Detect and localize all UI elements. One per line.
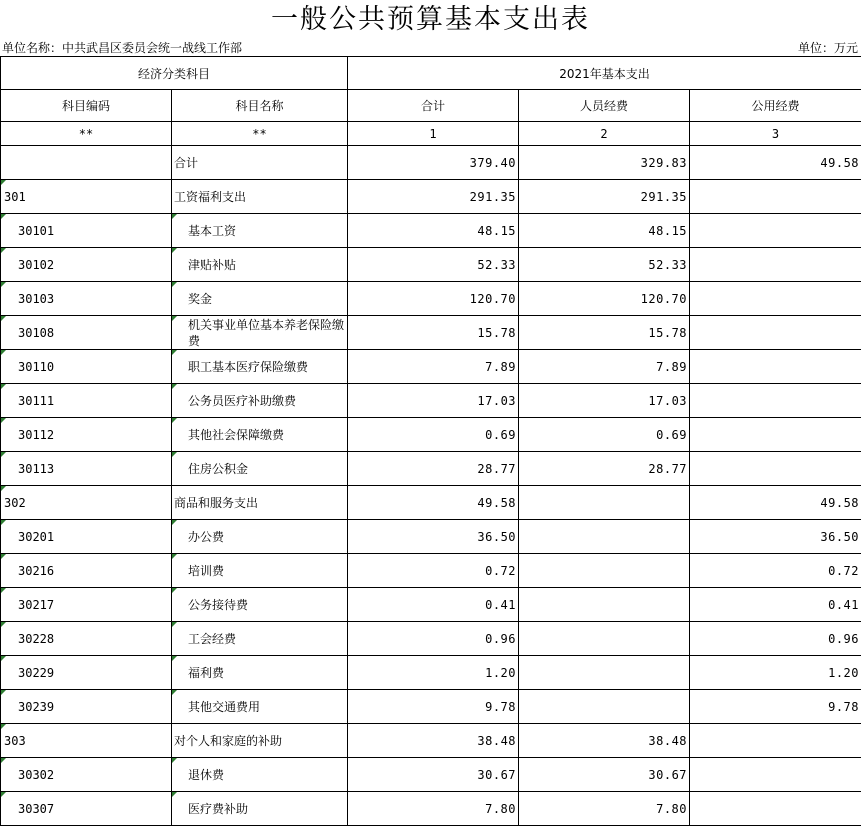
- total-cell: 7.89: [348, 350, 519, 384]
- name-cell: 医疗费补助: [172, 792, 348, 826]
- personnel-cell: [519, 622, 690, 656]
- personnel-cell: 38.48: [519, 724, 690, 758]
- code-cell: 30302: [1, 758, 172, 792]
- code-cell: 30101: [1, 214, 172, 248]
- public-cell: [690, 214, 861, 248]
- public-cell: 9.78: [690, 690, 861, 724]
- total-cell: 30.67: [348, 758, 519, 792]
- total-cell: 0.72: [348, 554, 519, 588]
- personnel-cell: 48.15: [519, 214, 690, 248]
- header-economic-category: 经济分类科目: [1, 57, 348, 90]
- table-row: [1, 486, 861, 520]
- page-title: 一般公共预算基本支出表: [0, 2, 861, 38]
- table-row: [1, 690, 861, 724]
- total-cell: 120.70: [348, 282, 519, 316]
- personnel-cell: 30.67: [519, 758, 690, 792]
- personnel-cell: 7.89: [519, 350, 690, 384]
- code-cell: 30112: [1, 418, 172, 452]
- header-column-row: [1, 90, 861, 122]
- code-cell: 30217: [1, 588, 172, 622]
- name-cell: 奖金: [172, 282, 348, 316]
- total-cell: 7.80: [348, 792, 519, 826]
- name-cell: 对个人和家庭的补助: [172, 724, 348, 758]
- personnel-cell: 329.83: [519, 146, 690, 180]
- budget-table: [0, 56, 861, 826]
- unit-name: 单位名称：中共武昌区委员会统一战线工作部: [2, 40, 242, 56]
- name-cell: 培训费: [172, 554, 348, 588]
- table-row: [1, 282, 861, 316]
- public-cell: [690, 180, 861, 214]
- total-cell: 17.03: [348, 384, 519, 418]
- total-cell: 0.69: [348, 418, 519, 452]
- table-row: [1, 554, 861, 588]
- personnel-cell: [519, 520, 690, 554]
- col-header-code: 科目编码: [1, 90, 172, 122]
- personnel-cell: [519, 656, 690, 690]
- col-header-name: 科目名称: [172, 90, 348, 122]
- public-cell: 36.50: [690, 520, 861, 554]
- code-cell: 30307: [1, 792, 172, 826]
- total-cell: 379.40: [348, 146, 519, 180]
- total-cell: 0.41: [348, 588, 519, 622]
- table-row: [1, 418, 861, 452]
- personnel-cell: 120.70: [519, 282, 690, 316]
- total-cell: 49.58: [348, 486, 519, 520]
- public-cell: 49.58: [690, 486, 861, 520]
- public-cell: [690, 452, 861, 486]
- personnel-cell: 17.03: [519, 384, 690, 418]
- col-header-personnel: 人员经费: [519, 90, 690, 122]
- name-cell: 基本工资: [172, 214, 348, 248]
- total-cell: 0.96: [348, 622, 519, 656]
- table-row: [1, 350, 861, 384]
- total-cell: 291.35: [348, 180, 519, 214]
- table-row: [1, 588, 861, 622]
- public-cell: 0.41: [690, 588, 861, 622]
- name-cell: 其他交通费用: [172, 690, 348, 724]
- name-cell: 机关事业单位基本养老保险缴费: [172, 316, 348, 350]
- name-cell: 商品和服务支出: [172, 486, 348, 520]
- table-row: [1, 622, 861, 656]
- table-row: [1, 316, 861, 350]
- personnel-cell: 52.33: [519, 248, 690, 282]
- table-row: [1, 656, 861, 690]
- name-cell: 工会经费: [172, 622, 348, 656]
- idx-personnel: 2: [519, 122, 690, 146]
- public-cell: [690, 316, 861, 350]
- personnel-cell: [519, 554, 690, 588]
- table-row: [1, 792, 861, 826]
- name-cell: 福利费: [172, 656, 348, 690]
- public-cell: [690, 282, 861, 316]
- header-index-row: [1, 122, 861, 146]
- code-cell: 30110: [1, 350, 172, 384]
- personnel-cell: [519, 486, 690, 520]
- code-cell: 30201: [1, 520, 172, 554]
- name-cell: 津贴补贴: [172, 248, 348, 282]
- name-cell: 合计: [172, 146, 348, 180]
- unit-label: 单位：万元: [798, 40, 858, 56]
- idx-public: 3: [690, 122, 861, 146]
- name-cell: 公务员医疗补助缴费: [172, 384, 348, 418]
- idx-code: **: [1, 122, 172, 146]
- code-cell: 30239: [1, 690, 172, 724]
- personnel-cell: 15.78: [519, 316, 690, 350]
- code-cell: [1, 146, 172, 180]
- personnel-cell: [519, 690, 690, 724]
- table-row: [1, 146, 861, 180]
- code-cell: 30113: [1, 452, 172, 486]
- name-cell: 职工基本医疗保险缴费: [172, 350, 348, 384]
- name-cell: 住房公积金: [172, 452, 348, 486]
- code-cell: 30228: [1, 622, 172, 656]
- public-cell: 0.72: [690, 554, 861, 588]
- code-cell: 303: [1, 724, 172, 758]
- total-cell: 38.48: [348, 724, 519, 758]
- public-cell: [690, 758, 861, 792]
- col-header-public: 公用经费: [690, 90, 861, 122]
- personnel-cell: 7.80: [519, 792, 690, 826]
- header-basic-expenditure: 2021年基本支出: [348, 57, 861, 90]
- total-cell: 1.20: [348, 656, 519, 690]
- total-cell: 28.77: [348, 452, 519, 486]
- total-cell: 9.78: [348, 690, 519, 724]
- name-cell: 工资福利支出: [172, 180, 348, 214]
- code-cell: 301: [1, 180, 172, 214]
- total-cell: 15.78: [348, 316, 519, 350]
- name-cell: 办公费: [172, 520, 348, 554]
- total-cell: 52.33: [348, 248, 519, 282]
- total-cell: 48.15: [348, 214, 519, 248]
- table-row: [1, 384, 861, 418]
- code-cell: 302: [1, 486, 172, 520]
- idx-total: 1: [348, 122, 519, 146]
- name-cell: 其他社会保障缴费: [172, 418, 348, 452]
- code-cell: 30229: [1, 656, 172, 690]
- personnel-cell: 28.77: [519, 452, 690, 486]
- personnel-cell: [519, 588, 690, 622]
- public-cell: 0.96: [690, 622, 861, 656]
- table-row: [1, 180, 861, 214]
- table-row: [1, 520, 861, 554]
- name-cell: 公务接待费: [172, 588, 348, 622]
- public-cell: [690, 350, 861, 384]
- total-cell: 36.50: [348, 520, 519, 554]
- table-row: [1, 452, 861, 486]
- code-cell: 30111: [1, 384, 172, 418]
- public-cell: 49.58: [690, 146, 861, 180]
- name-cell: 退休费: [172, 758, 348, 792]
- code-cell: 30102: [1, 248, 172, 282]
- public-cell: [690, 384, 861, 418]
- table-row: [1, 248, 861, 282]
- public-cell: [690, 248, 861, 282]
- table-row: [1, 724, 861, 758]
- personnel-cell: 291.35: [519, 180, 690, 214]
- code-cell: 30216: [1, 554, 172, 588]
- col-header-total: 合计: [348, 90, 519, 122]
- idx-name: **: [172, 122, 348, 146]
- table-row: [1, 214, 861, 248]
- code-cell: 30103: [1, 282, 172, 316]
- public-cell: [690, 724, 861, 758]
- personnel-cell: 0.69: [519, 418, 690, 452]
- public-cell: [690, 792, 861, 826]
- public-cell: 1.20: [690, 656, 861, 690]
- public-cell: [690, 418, 861, 452]
- table-row: [1, 758, 861, 792]
- header-group-row: [1, 57, 861, 90]
- code-cell: 30108: [1, 316, 172, 350]
